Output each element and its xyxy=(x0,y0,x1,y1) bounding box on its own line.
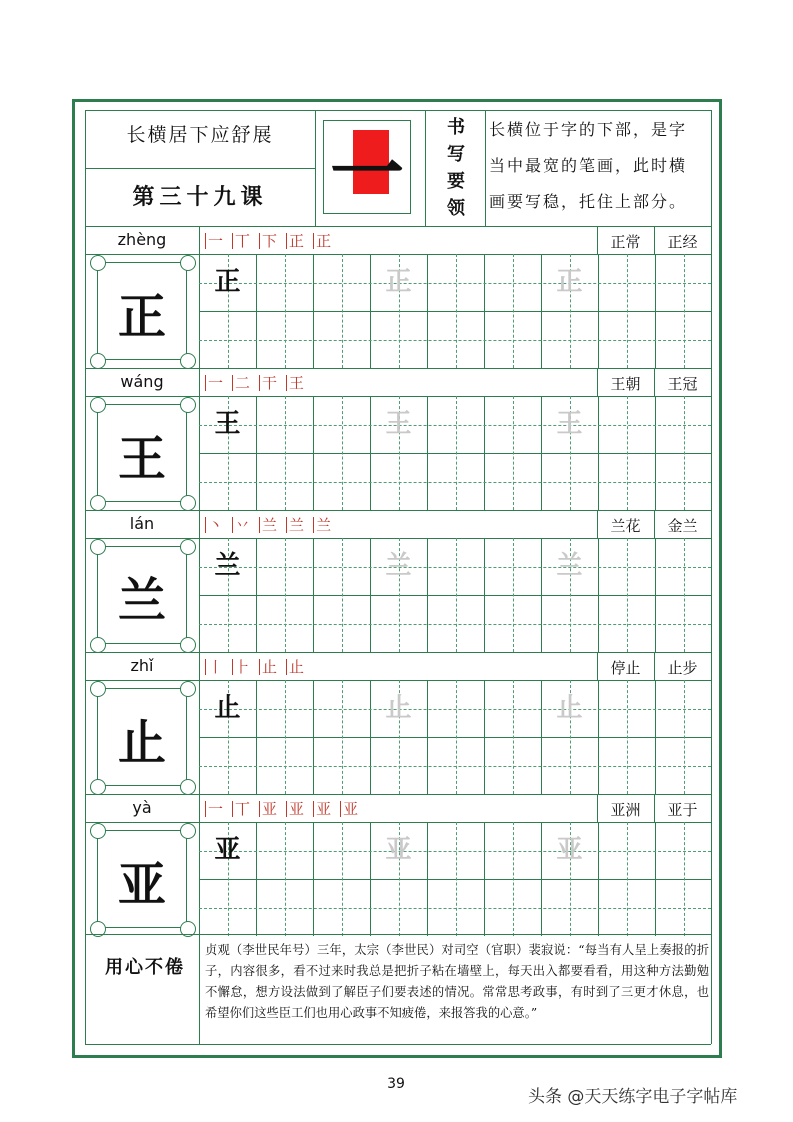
row-pinyin: lán xyxy=(129,514,155,533)
stroke-step: 正 xyxy=(313,233,331,249)
example-word: 止步 xyxy=(667,659,698,677)
row-pinyin: zhèng xyxy=(117,230,167,249)
practice-char: 兰 xyxy=(214,551,241,581)
stroke-step: 一 xyxy=(205,233,223,249)
trace-char: 兰 xyxy=(385,551,412,581)
stroke-step: 王 xyxy=(286,375,304,391)
example-word: 正经 xyxy=(667,233,698,251)
trace-char: 亚 xyxy=(385,835,412,865)
watermark: 头条 @天天练字电子字帖库 xyxy=(528,1087,738,1107)
stroke-step: 亚 xyxy=(259,801,277,817)
stroke-step: 下 xyxy=(259,233,277,249)
example-word: 王冠 xyxy=(667,375,698,393)
lesson-title: 长横居下应舒展 xyxy=(126,124,274,146)
stroke-step: 丷 xyxy=(232,517,250,533)
example-word: 王朝 xyxy=(610,375,641,393)
stroke-step: 丶 xyxy=(205,517,223,533)
idiom-story: 贞观（李世民年号）三年，太宗（李世民）对司空（官职）裴寂说：“每当有人呈上奏报的折子，内容很多，看不过来时我总是把折子粘在墙壁上，每天出入都要看看，用这种方法勤勉不懈怠，想方设法做到了解臣子们要表述的情况。常常思考政事，有时到了三更才休息，也希望你们这些臣工们也用心政事不知疲倦，来报答我的心意。” xyxy=(205,943,709,1020)
row-pinyin: zhǐ xyxy=(130,656,154,675)
stroke-step: 丅 xyxy=(232,233,250,249)
stroke-order xyxy=(205,515,585,534)
row-pinyin: yà xyxy=(132,798,152,817)
stroke-step: 二 xyxy=(232,375,250,391)
model-char: 王 xyxy=(117,431,166,487)
trace-char: 正 xyxy=(556,267,583,297)
stroke-step: 一 xyxy=(205,375,223,391)
stroke-order xyxy=(205,231,585,250)
practice-char: 亚 xyxy=(214,835,241,865)
stroke-step: 兰 xyxy=(313,517,331,533)
trace-char: 止 xyxy=(556,693,583,723)
page-number: 39 xyxy=(387,1076,405,1092)
trace-char: 止 xyxy=(385,693,412,723)
sample-stroke-char: 一 xyxy=(330,131,404,217)
example-word: 亚于 xyxy=(667,801,698,819)
stroke-step: 止 xyxy=(286,659,304,675)
stroke-step: 亚 xyxy=(340,801,358,817)
example-word: 停止 xyxy=(610,659,641,677)
example-word: 兰花 xyxy=(610,517,641,535)
example-word: 金兰 xyxy=(667,517,698,535)
stroke-step: 亚 xyxy=(286,801,304,817)
stroke-step: 止 xyxy=(259,659,277,675)
writing-key-label: 书 写 要 领 xyxy=(447,117,465,219)
idiom-title: 用心不倦 xyxy=(105,957,185,978)
model-char: 正 xyxy=(117,289,166,345)
writing-key-description: 长横位于字的下部，是字 当中最宽的笔画，此时横 画要写稳，托住上部分。 xyxy=(489,120,688,211)
stroke-step: 一 xyxy=(205,801,223,817)
lesson-number: 第三十九课 xyxy=(132,184,268,210)
model-char: 止 xyxy=(117,715,166,771)
trace-char: 亚 xyxy=(556,835,583,865)
stroke-step: 丅 xyxy=(232,801,250,817)
worksheet-frame xyxy=(72,99,722,1058)
stroke-order xyxy=(205,657,585,676)
stroke-step: 兰 xyxy=(259,517,277,533)
example-word: 亚洲 xyxy=(610,801,641,819)
trace-char: 王 xyxy=(556,409,583,439)
practice-char: 止 xyxy=(214,693,241,723)
stroke-step: ⺊ xyxy=(232,659,250,675)
stroke-step: 兰 xyxy=(286,517,304,533)
practice-char: 正 xyxy=(214,267,241,297)
model-char: 兰 xyxy=(117,573,166,629)
row-pinyin: wáng xyxy=(120,372,164,391)
practice-char: 王 xyxy=(214,409,241,439)
trace-char: 正 xyxy=(385,267,412,297)
example-word: 正常 xyxy=(610,233,641,251)
stroke-step: 正 xyxy=(286,233,304,249)
stroke-step: 干 xyxy=(259,375,277,391)
trace-char: 兰 xyxy=(556,551,583,581)
stroke-step: 丨 xyxy=(205,659,223,675)
sample-stroke-box xyxy=(317,112,417,222)
stroke-order xyxy=(205,373,585,392)
model-char: 亚 xyxy=(117,857,166,913)
stroke-order xyxy=(205,799,585,818)
stroke-step: 亚 xyxy=(313,801,331,817)
trace-char: 王 xyxy=(385,409,412,439)
